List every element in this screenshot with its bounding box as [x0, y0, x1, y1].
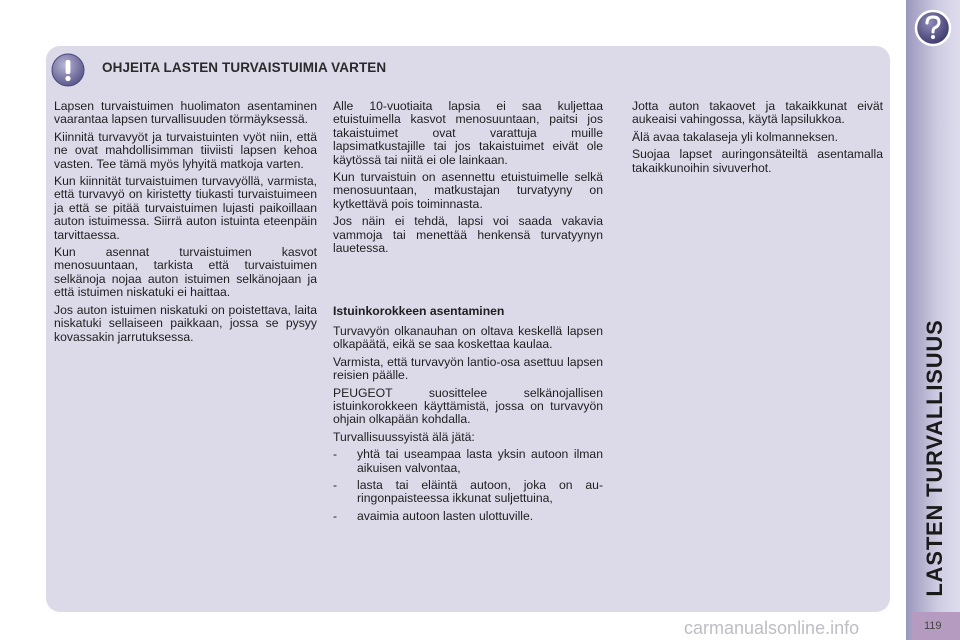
- list-text: avaimia autoon lasten ulottuville.: [357, 508, 534, 523]
- column-3: [632, 100, 883, 179]
- chapter-title: LASTEN TURVALLISUUS: [922, 319, 947, 597]
- subheading: Istuinkorokkeen asentaminen: [333, 304, 505, 319]
- paragraph: Turvavyön olkanauhan on oltava keskellä lapsen olkapäätä, eikä se saa koskettaa kaulaa.: [333, 323, 603, 352]
- chapter-title-vertical: [921, 317, 949, 599]
- list-dash: -: [333, 477, 338, 492]
- list-item: [333, 510, 603, 523]
- watermark: carmanualsonline.info: [684, 618, 860, 638]
- list-item: [333, 448, 603, 475]
- list-item: [333, 479, 603, 506]
- paragraph: Jotta auton takaovet ja takaikkunat eivät aukeaisi vahingossa, käytä lapsilukkoa.: [632, 99, 883, 127]
- column-2: [333, 100, 603, 527]
- list-dash: -: [333, 447, 338, 462]
- paragraph: Jos auton istuimen niskatuki on poistettava, laita niskatuki sellaiseen paikkaan, jossa se pysyy kovassakin jarrutuksessa.: [54, 302, 317, 344]
- paragraph: Älä avaa takalaseja yli kolmanneksen.: [632, 129, 838, 144]
- list-text: lasta tai eläintä autoon, joka on auringonpaisteessa ikkunat suljettuina,: [357, 477, 603, 506]
- paragraph: Turvallisuussyistä älä jätä:: [333, 429, 475, 444]
- page-number: 119: [924, 620, 942, 632]
- question-mark-icon[interactable]: [913, 8, 953, 48]
- paragraph: Kiinnitä turvavyöt ja turvaistuinten vyöt niin, että ne ovat mahdollisimman tiiviisti lapsen kehoa vasten. Tee tämä myös lyhyitä matkoja varten.: [54, 129, 317, 171]
- column-1: [54, 100, 317, 348]
- paragraph: Suojaa lapset auringonsäteiltä asentamalla takaikkunoihin sivuverhot.: [632, 147, 883, 175]
- list-text: yhtä tai useampaa lasta yksin autoon ilman aikuisen valvontaa,: [357, 447, 603, 475]
- exclamation-icon: [51, 53, 85, 87]
- paragraph: Alle 10-vuotiaita lapsia ei saa kuljettaa etuistuimella kasvot menosuuntaan, paitsi jos takaistuimet ovat varattuja muille lapsimatkustajille tai jos takaistuimet eivät ole käytössä tai niitä ei ole lainkaan.: [333, 99, 603, 167]
- paragraph: Kun turvaistuin on asennettu etuistuimelle selkä menosuuntaan, matkustajan turvatyyny on kytkettävä pois toiminnasta.: [333, 170, 603, 211]
- paragraph: Varmista, että turvavyön lantio-osa asettuu lapsen reisien päälle.: [333, 354, 603, 383]
- paragraph: Jos näin ei tehdä, lapsi voi saada vakavia vammoja tai menettää henkensä turvatyynyn lauetessa.: [333, 214, 603, 256]
- paragraph: PEUGEOT suosittelee selkänojallisen istuinkorokkeen käyttämistä, jossa on turvavyön ohjain olkapään kohdalla.: [333, 385, 603, 427]
- paragraph: Kun kiinnität turvaistuimen turvavyöllä, varmista, että turvavyö on kiristetty tiukasti turvaistuimeen ja että se pitää turvaistuimen lujasti paikoillaan auton istuimessa. Siirrä auton istuinta eteenpäin tarvittaessa.: [54, 174, 317, 242]
- list-dash: -: [333, 508, 338, 523]
- paragraph: Lapsen turvaistuimen huolimaton asentaminen vaarantaa lapsen turvallisuuden törmäyksessä.: [54, 99, 317, 127]
- paragraph: Kun asennat turvaistuimen kasvot menosuuntaan, tarkista että turvaistuimen selkänoja nojaa auton istuimen selkänojaan ja että istuimen niskatuki ei haittaa.: [54, 245, 317, 300]
- section-title: OHJEITA LASTEN TURVAISTUIMIA VARTEN: [102, 60, 387, 75]
